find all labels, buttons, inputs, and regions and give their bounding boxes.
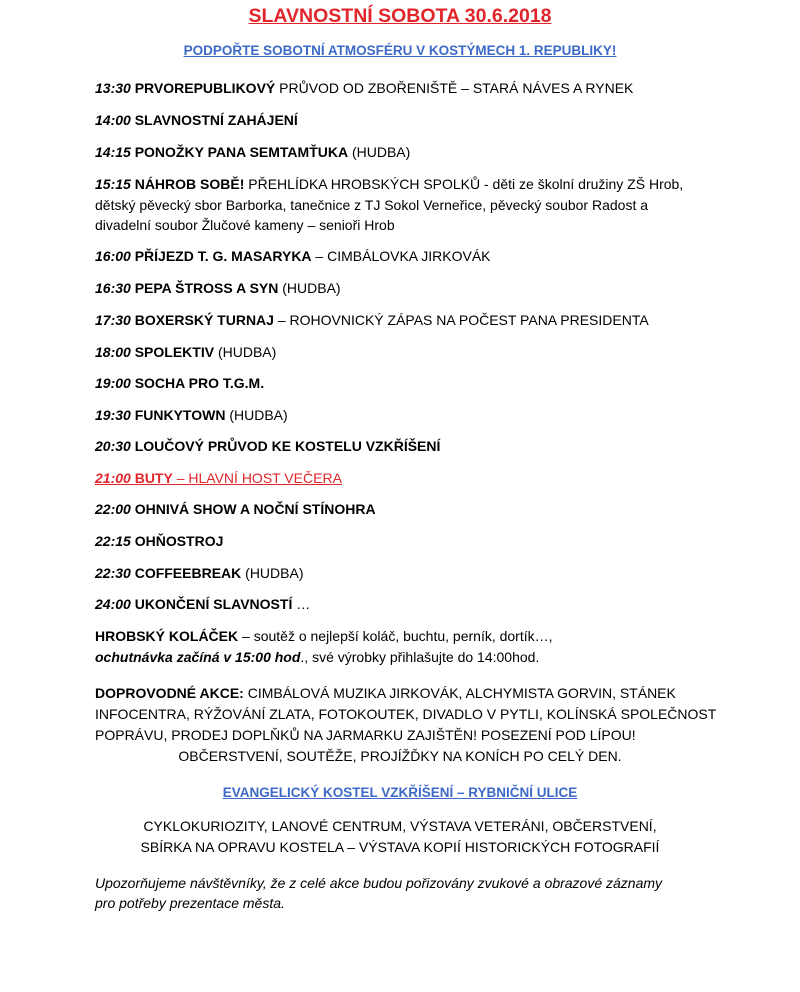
side-events-text-center: OBČERSTVENÍ, SOUTĚŽE, PROJÍŽĎKY NA KONÍCH PO CELÝ DEN.: [178, 748, 622, 764]
schedule-name: LOUČOVÝ PRŮVOD KE KOSTELU VZKŘÍŠENÍ: [134, 438, 441, 454]
schedule-time: 18:00: [95, 344, 131, 360]
schedule-name: UKONČENÍ SLAVNOSTÍ: [134, 596, 293, 612]
schedule-detail: – HLAVNÍ HOST VEČERA: [172, 470, 342, 486]
schedule-name: NÁHROB SOBĚ!: [134, 176, 245, 192]
schedule-detail-line: dětský pěvecký sbor Barborka, tanečnice z TJ Sokol Verneřice, pěvecký soubor Radost a: [95, 196, 649, 213]
schedule-time: 22:30: [95, 565, 131, 581]
schedule-detail: (HUDBA): [241, 565, 304, 581]
schedule-time: 15:15: [95, 176, 131, 192]
schedule-time: 22:00: [95, 501, 131, 517]
schedule-item: [95, 405, 725, 425]
notice-line: Upozorňujeme návštěvníky, že z celé akce budou pořizovány zvukové a obrazové záznamy: [95, 875, 663, 891]
page-title: SLAVNOSTNÍ SOBOTA 30.6.2018: [248, 5, 552, 27]
schedule-name: OHŇOSTROJ: [134, 533, 224, 549]
schedule-item: [95, 499, 725, 519]
schedule-name: PEPA ŠTROSS A SYN: [134, 280, 279, 296]
schedule-name: FUNKYTOWN: [134, 407, 226, 423]
schedule-time: 20:30: [95, 438, 131, 454]
schedule-time: 16:30: [95, 280, 131, 296]
kolacek-text: ., své výrobky přihlašujte do 14:00hod.: [300, 649, 540, 665]
schedule-detail: – CIMBÁLOVKA JIRKOVÁK: [311, 248, 491, 264]
schedule-time: 21:00: [95, 470, 131, 486]
schedule-name: SPOLEKTIV: [134, 344, 215, 360]
schedule-item: [95, 373, 725, 393]
kolacek-text: – soutěž o nejlepší koláč, buchtu, perník, dortík…,: [238, 628, 553, 644]
schedule-item: [95, 310, 725, 330]
side-events-text: INFOCENTRA, RÝŽOVÁNÍ ZLATA, FOTOKOUTEK, DIVADLO V PYTLI, KOLÍNSKÁ SPOLEČNOST: [95, 706, 717, 722]
schedule-item: [95, 110, 725, 130]
page-subtitle: PODPOŘTE SOBOTNÍ ATMOSFÉRU V KOSTÝMECH 1. REPUBLIKY!: [183, 43, 617, 58]
schedule-detail: (HUDBA): [278, 280, 341, 296]
schedule-time: 19:00: [95, 375, 131, 391]
schedule-detail: …: [292, 596, 311, 612]
schedule-item: [95, 531, 725, 551]
schedule-name: PRVOREPUBLIKOVÝ: [134, 80, 276, 96]
schedule-time: 22:15: [95, 533, 131, 549]
schedule-item: [95, 142, 725, 162]
notice-line: pro potřeby prezentace města.: [95, 895, 285, 911]
recording-notice: [95, 873, 715, 913]
schedule-time: 17:30: [95, 312, 131, 328]
schedule-time: 24:00: [95, 596, 131, 612]
schedule-item: [95, 246, 725, 266]
schedule-time: 14:15: [95, 144, 131, 160]
church-text: CYKLOKURIOZITY, LANOVÉ CENTRUM, VÝSTAVA VETERÁNI, OBČERSTVENÍ,: [143, 818, 657, 834]
schedule-name: PONOŽKY PANA SEMTAMŤUKA: [134, 144, 349, 160]
schedule-item: [95, 436, 725, 456]
kolacek-section: [95, 626, 715, 668]
church-text: SBÍRKA NA OPRAVU KOSTELA – VÝSTAVA KOPIÍ HISTORICKÝCH FOTOGRAFIÍ: [140, 839, 660, 855]
side-events-label: DOPROVODNÉ AKCE:: [95, 685, 244, 701]
schedule-item: [95, 342, 725, 362]
schedule-item-headliner: [95, 468, 725, 488]
schedule-name: SOCHA PRO T.G.M.: [134, 375, 265, 391]
church-heading: EVANGELICKÝ KOSTEL VZKŘÍŠENÍ – RYBNIČNÍ ULICE: [222, 785, 578, 800]
schedule-detail: – ROHOVNICKÝ ZÁPAS NA POČEST PANA PRESIDENTA: [273, 312, 649, 328]
schedule-detail: (HUDBA): [348, 144, 411, 160]
schedule-item-1515: [95, 174, 715, 236]
side-events-text: POPRÁVU, PRODEJ DOPLŇKŮ NA JARMARKU ZAJIŠTĚN! POSEZENÍ POD LÍPOU!: [95, 727, 636, 743]
schedule-item: [95, 563, 725, 583]
schedule-detail: (HUDBA): [214, 344, 277, 360]
schedule-detail: PŘEHLÍDKA HROBSKÝCH SPOLKŮ - děti ze školní družiny ZŠ Hrob,: [244, 176, 684, 192]
schedule-name: BUTY: [134, 470, 173, 486]
side-events-text: CIMBÁLOVÁ MUZIKA JIRKOVÁK, ALCHYMISTA GORVIN, STÁNEK: [243, 685, 676, 701]
schedule-item: [95, 278, 725, 298]
schedule-name: COFFEEBREAK: [134, 565, 242, 581]
schedule-time: 14:00: [95, 112, 131, 128]
schedule-name: PŘÍJEZD T. G. MASARYKA: [134, 248, 312, 264]
schedule-detail: (HUDBA): [225, 407, 288, 423]
schedule-name: OHNIVÁ SHOW A NOČNÍ STÍNOHRA: [134, 501, 376, 517]
kolacek-tasting: ochutnávka začíná v 15:00 hod: [95, 649, 301, 665]
schedule-detail: PRŮVOD OD ZBOŘENIŠTĚ – STARÁ NÁVES A RYNEK: [275, 80, 634, 96]
schedule-detail-line: divadelní soubor Žlučové kameny – senioři Hrob: [95, 217, 395, 233]
kolacek-title: HROBSKÝ KOLÁČEK: [95, 628, 239, 644]
schedule-time: 16:00: [95, 248, 131, 264]
schedule-time: 13:30: [95, 80, 131, 96]
side-events-section: [95, 683, 735, 746]
schedule-item: [95, 594, 725, 614]
schedule-item: [95, 78, 725, 98]
schedule-name: SLAVNOSTNÍ ZAHÁJENÍ: [134, 112, 298, 128]
schedule-time: 19:30: [95, 407, 131, 423]
schedule-name: BOXERSKÝ TURNAJ: [134, 312, 274, 328]
